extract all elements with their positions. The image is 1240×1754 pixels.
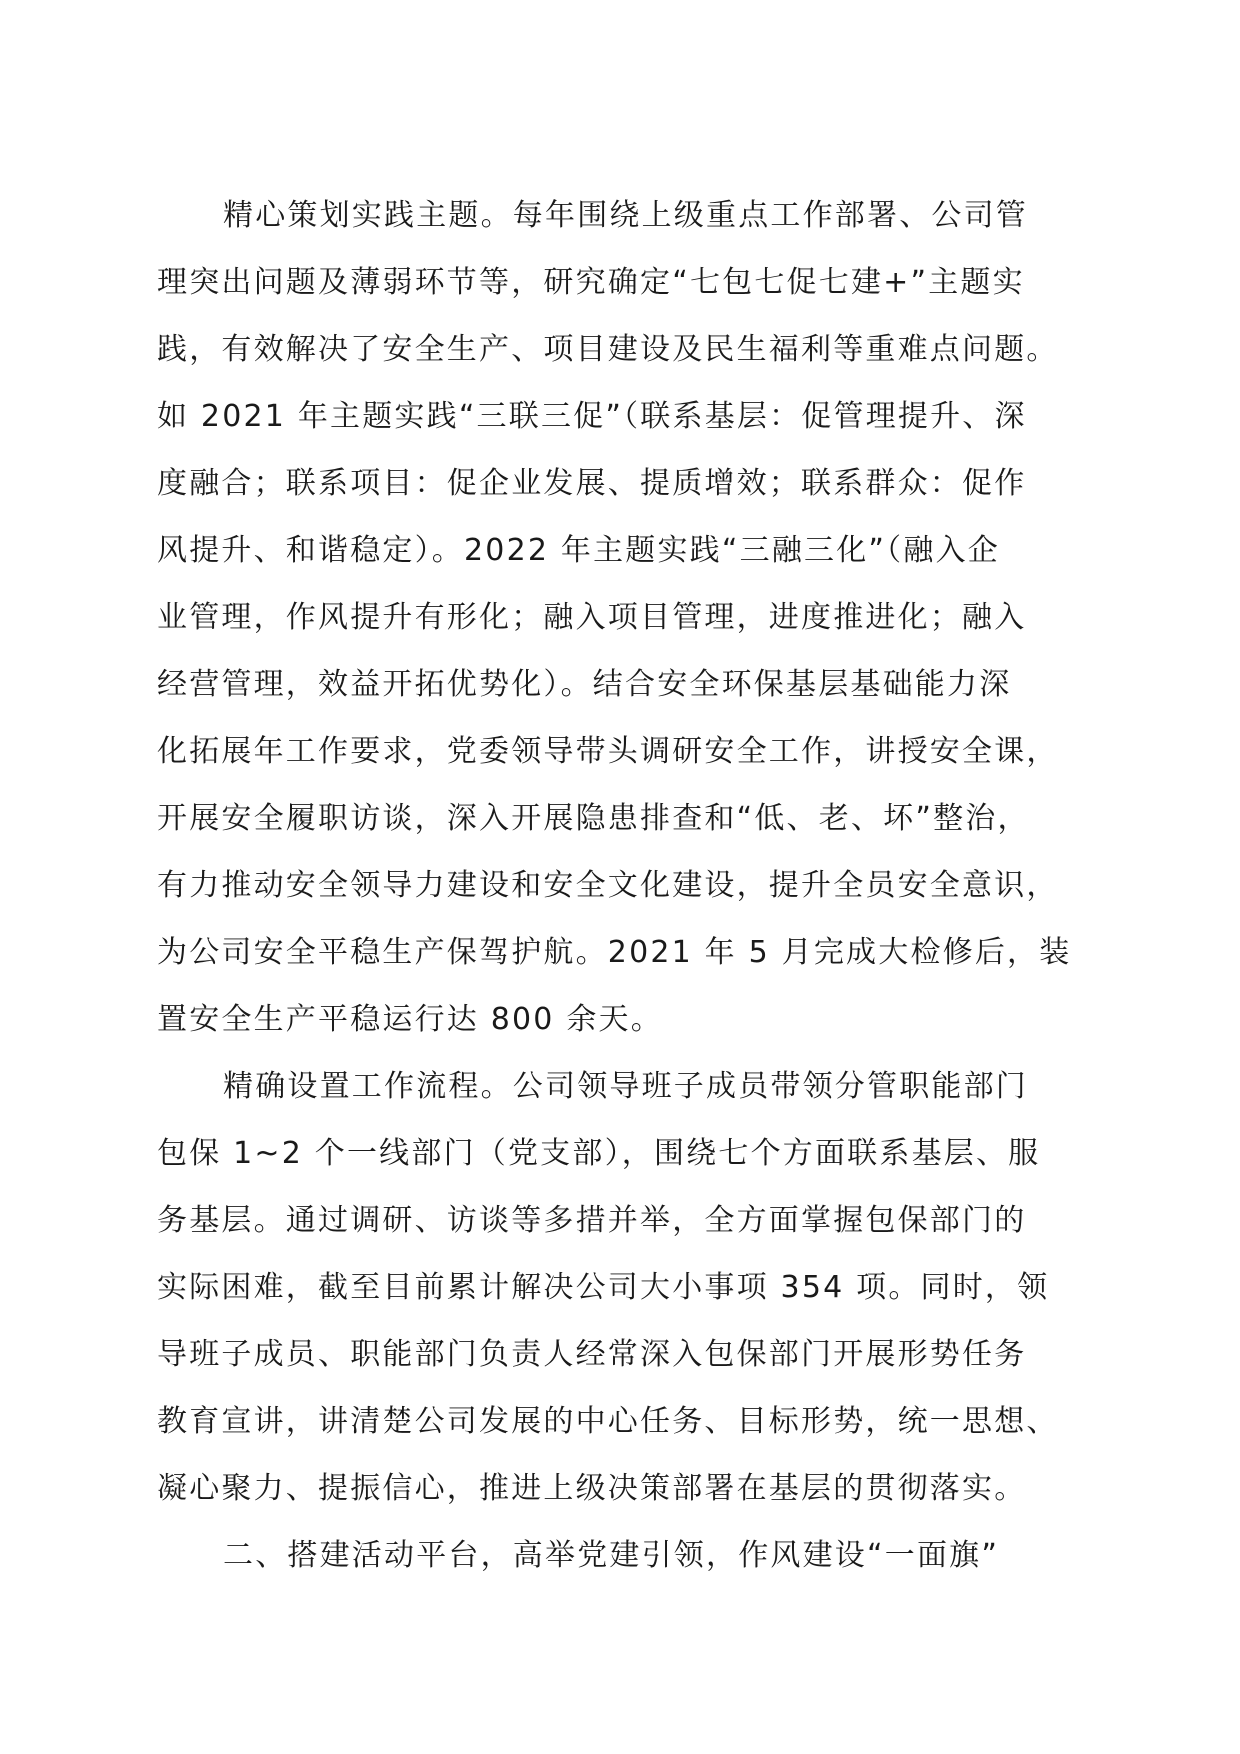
text-line: 务基层。通过调研、访谈等多措并举，全方面掌握包保部门的 (157, 1203, 1027, 1238)
text-line: 理突出问题及薄弱环节等，研究确定“七包七促七建+”主题实 (157, 265, 1025, 300)
text-line: 践，有效解决了安全生产、项目建设及民生福利等重难点问题。 (157, 332, 1059, 367)
text-line: 教育宣讲，讲清楚公司发展的中心任务、目标形势，统一思想、 (157, 1404, 1059, 1439)
text-line: 有力推动安全领导力建设和安全文化建设，提升全员安全意识， (157, 868, 1059, 903)
text-line: 风提升、和谐稳定）。2022 年主题实践“三融三化”（融入企 (157, 533, 1000, 568)
text-line: 导班子成员、职能部门负责人经常深入包保部门开展形势任务 (157, 1337, 1027, 1372)
text-line: 如 2021 年主题实践“三联三促”（联系基层：促管理提升、深 (157, 399, 1027, 434)
text-line: 度融合；联系项目：促企业发展、提质增效；联系群众：促作 (157, 466, 1027, 501)
text-line: 为公司安全平稳生产保驾护航。2021 年 5 月完成大检修后，装 (157, 935, 1072, 970)
section-heading (157, 1522, 1081, 1589)
text-line: 包保 1~2 个一线部门（党支部），围绕七个方面联系基层、服 (157, 1136, 1041, 1171)
text-line: 化拓展年工作要求，党委领导带头调研安全工作，讲授安全课， (157, 734, 1059, 769)
paragraph-work-process (157, 1053, 1081, 1522)
text-line: 经营管理，效益开拓优势化）。结合安全环保基层基础能力深 (157, 667, 1012, 702)
text-line: 业管理，作风提升有形化；融入项目管理，进度推进化；融入 (157, 600, 1027, 635)
text-line: 置安全生产平稳运行达 800 余天。 (157, 1002, 663, 1037)
paragraph-practice-theme (157, 182, 1081, 1053)
document-body (157, 182, 1081, 1589)
heading-line: 二、搭建活动平台，高举党建引领，作风建设“一面旗” (223, 1538, 1000, 1573)
text-line: 实际困难，截至目前累计解决公司大小事项 354 项。同时，领 (157, 1270, 1050, 1305)
text-line: 开展安全履职访谈，深入开展隐患排查和“低、老、坏”整治， (157, 801, 1030, 836)
text-line: 精心策划实践主题。每年围绕上级重点工作部署、公司管 (223, 198, 1028, 233)
text-line: 精确设置工作流程。公司领导班子成员带领分管职能部门 (223, 1069, 1028, 1104)
text-line: 凝心聚力、提振信心，推进上级决策部署在基层的贯彻落实。 (157, 1471, 1027, 1506)
